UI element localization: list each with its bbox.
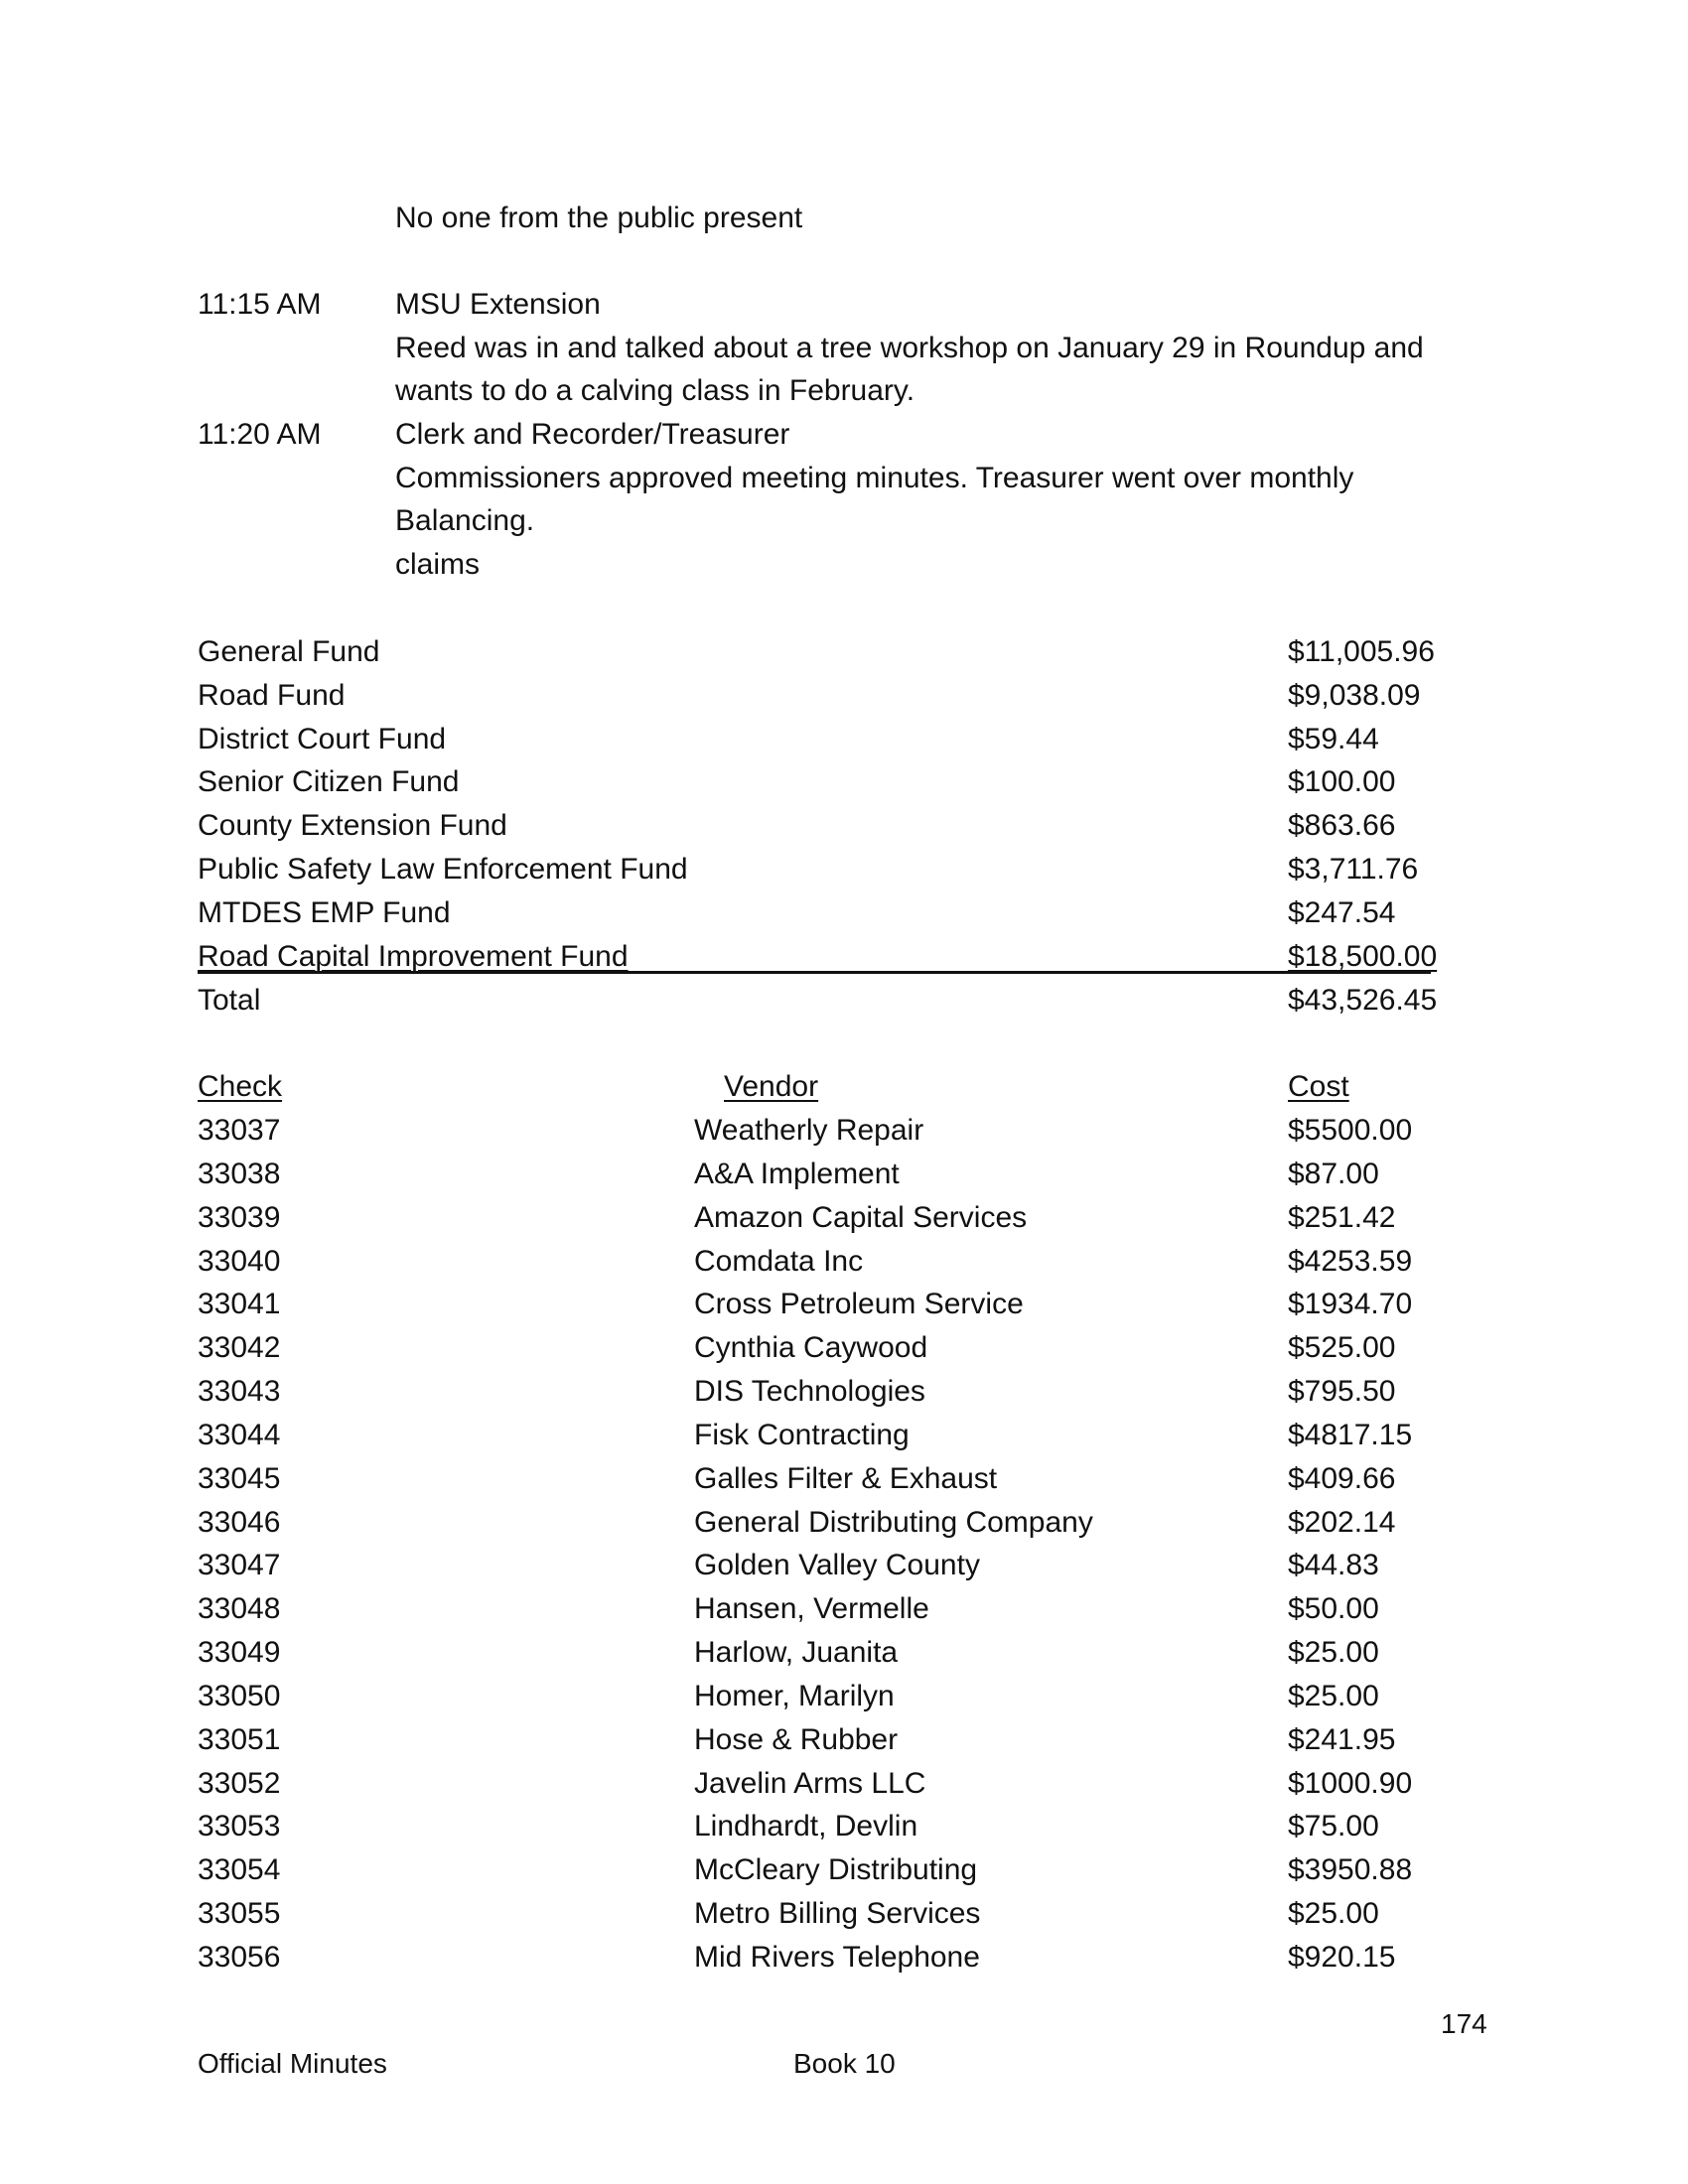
agenda-text-line: wants to do a calving class in February. <box>395 374 915 407</box>
fund-amount: $863.66 <box>1288 809 1396 842</box>
vendor-name: DIS Technologies <box>694 1375 925 1408</box>
check-number: 33038 <box>198 1158 281 1190</box>
cost-value: $4253.59 <box>1288 1245 1413 1278</box>
vendor-name: A&A Implement <box>694 1158 900 1190</box>
page-number: 174 <box>1441 2008 1487 2039</box>
check-number: 33046 <box>198 1506 281 1539</box>
vendor-name: Comdata Inc <box>694 1245 864 1278</box>
cost-value: $3950.88 <box>1288 1853 1413 1886</box>
vendor-name: Hose & Rubber <box>694 1723 899 1756</box>
cost-value: $409.66 <box>1288 1462 1396 1495</box>
agenda-time: 11:15 AM <box>198 288 322 321</box>
fund-name: County Extension Fund <box>198 809 507 842</box>
cost-value: $25.00 <box>1288 1636 1379 1669</box>
vendor-name: McCleary Distributing <box>694 1853 978 1886</box>
fund-amount: $100.00 <box>1288 765 1396 798</box>
check-number: 33044 <box>198 1419 281 1451</box>
vendor-name: Javelin Arms LLC <box>694 1767 926 1800</box>
check-number: 33050 <box>198 1680 281 1712</box>
check-number: 33047 <box>198 1549 281 1581</box>
cost-value: $525.00 <box>1288 1331 1396 1364</box>
fund-name: Public Safety Law Enforcement Fund <box>198 853 688 886</box>
agenda-time: 11:20 AM <box>198 418 322 451</box>
fund-name: Road Capital Improvement Fund <box>198 940 629 973</box>
check-number: 33042 <box>198 1331 281 1364</box>
cost-value: $795.50 <box>1288 1375 1396 1408</box>
vendor-name: Galles Filter & Exhaust <box>694 1462 998 1495</box>
vendor-name: General Distributing Company <box>694 1506 1093 1539</box>
total-amount: $43,526.45 <box>1288 984 1438 1017</box>
check-column-header: Check <box>198 1070 283 1103</box>
check-number: 33054 <box>198 1853 281 1886</box>
cost-value: $50.00 <box>1288 1592 1379 1625</box>
check-number: 33056 <box>198 1941 281 1974</box>
fund-amount: $3,711.76 <box>1288 853 1419 886</box>
fund-amount: $59.44 <box>1288 723 1379 755</box>
total-label: Total <box>198 984 261 1017</box>
vendor-column-header: Vendor <box>724 1070 819 1103</box>
fund-name: District Court Fund <box>198 723 447 755</box>
check-number: 33051 <box>198 1723 281 1756</box>
public-note: No one from the public present <box>395 202 803 234</box>
total-divider-line <box>198 971 1431 974</box>
check-number: 33037 <box>198 1114 281 1147</box>
check-number: 33053 <box>198 1810 281 1843</box>
cost-value: $202.14 <box>1288 1506 1396 1539</box>
cost-value: $44.83 <box>1288 1549 1379 1581</box>
fund-name: General Fund <box>198 635 380 668</box>
fund-name: MTDES EMP Fund <box>198 896 451 929</box>
fund-name: Road Fund <box>198 679 346 712</box>
agenda-text-line: Reed was in and talked about a tree workshop on January 29 in Roundup and <box>395 332 1424 364</box>
cost-column-header: Cost <box>1288 1070 1349 1103</box>
vendor-name: Fisk Contracting <box>694 1419 910 1451</box>
check-number: 33055 <box>198 1897 281 1930</box>
fund-amount: $9,038.09 <box>1288 679 1421 712</box>
cost-value: $87.00 <box>1288 1158 1379 1190</box>
cost-value: $25.00 <box>1288 1897 1379 1930</box>
agenda-title: Clerk and Recorder/Treasurer <box>395 418 790 451</box>
check-number: 33045 <box>198 1462 281 1495</box>
agenda-title: MSU Extension <box>395 288 601 321</box>
cost-value: $241.95 <box>1288 1723 1396 1756</box>
fund-name: Senior Citizen Fund <box>198 765 460 798</box>
vendor-name: Lindhardt, Devlin <box>694 1810 918 1843</box>
vendor-name: Metro Billing Services <box>694 1897 981 1930</box>
cost-value: $5500.00 <box>1288 1114 1413 1147</box>
check-number: 33043 <box>198 1375 281 1408</box>
fund-amount: $247.54 <box>1288 896 1396 929</box>
vendor-name: Homer, Marilyn <box>694 1680 895 1712</box>
cost-value: $25.00 <box>1288 1680 1379 1712</box>
vendor-name: Amazon Capital Services <box>694 1201 1028 1234</box>
check-number: 33052 <box>198 1767 281 1800</box>
vendor-name: Weatherly Repair <box>694 1114 924 1147</box>
check-number: 33049 <box>198 1636 281 1669</box>
vendor-name: Mid Rivers Telephone <box>694 1941 980 1974</box>
check-number: 33048 <box>198 1592 281 1625</box>
check-number: 33040 <box>198 1245 281 1278</box>
vendor-name: Hansen, Vermelle <box>694 1592 929 1625</box>
footer-center-text: Book 10 <box>793 2048 896 2079</box>
cost-value: $1934.70 <box>1288 1288 1413 1320</box>
vendor-name: Harlow, Juanita <box>694 1636 899 1669</box>
cost-value: $251.42 <box>1288 1201 1396 1234</box>
check-number: 33039 <box>198 1201 281 1234</box>
check-number: 33041 <box>198 1288 281 1320</box>
vendor-name: Cynthia Caywood <box>694 1331 928 1364</box>
footer-left-text: Official Minutes <box>198 2048 387 2079</box>
vendor-name: Golden Valley County <box>694 1549 980 1581</box>
cost-value: $75.00 <box>1288 1810 1379 1843</box>
agenda-text-line: Commissioners approved meeting minutes. Treasurer went over monthly <box>395 462 1354 494</box>
vendor-name: Cross Petroleum Service <box>694 1288 1024 1320</box>
agenda-text-line: Balancing. <box>395 504 535 537</box>
agenda-text-line: claims <box>395 548 481 581</box>
fund-amount: $18,500.00 <box>1288 940 1438 973</box>
cost-value: $920.15 <box>1288 1941 1396 1974</box>
cost-value: $1000.90 <box>1288 1767 1413 1800</box>
fund-amount: $11,005.96 <box>1288 635 1435 668</box>
cost-value: $4817.15 <box>1288 1419 1413 1451</box>
